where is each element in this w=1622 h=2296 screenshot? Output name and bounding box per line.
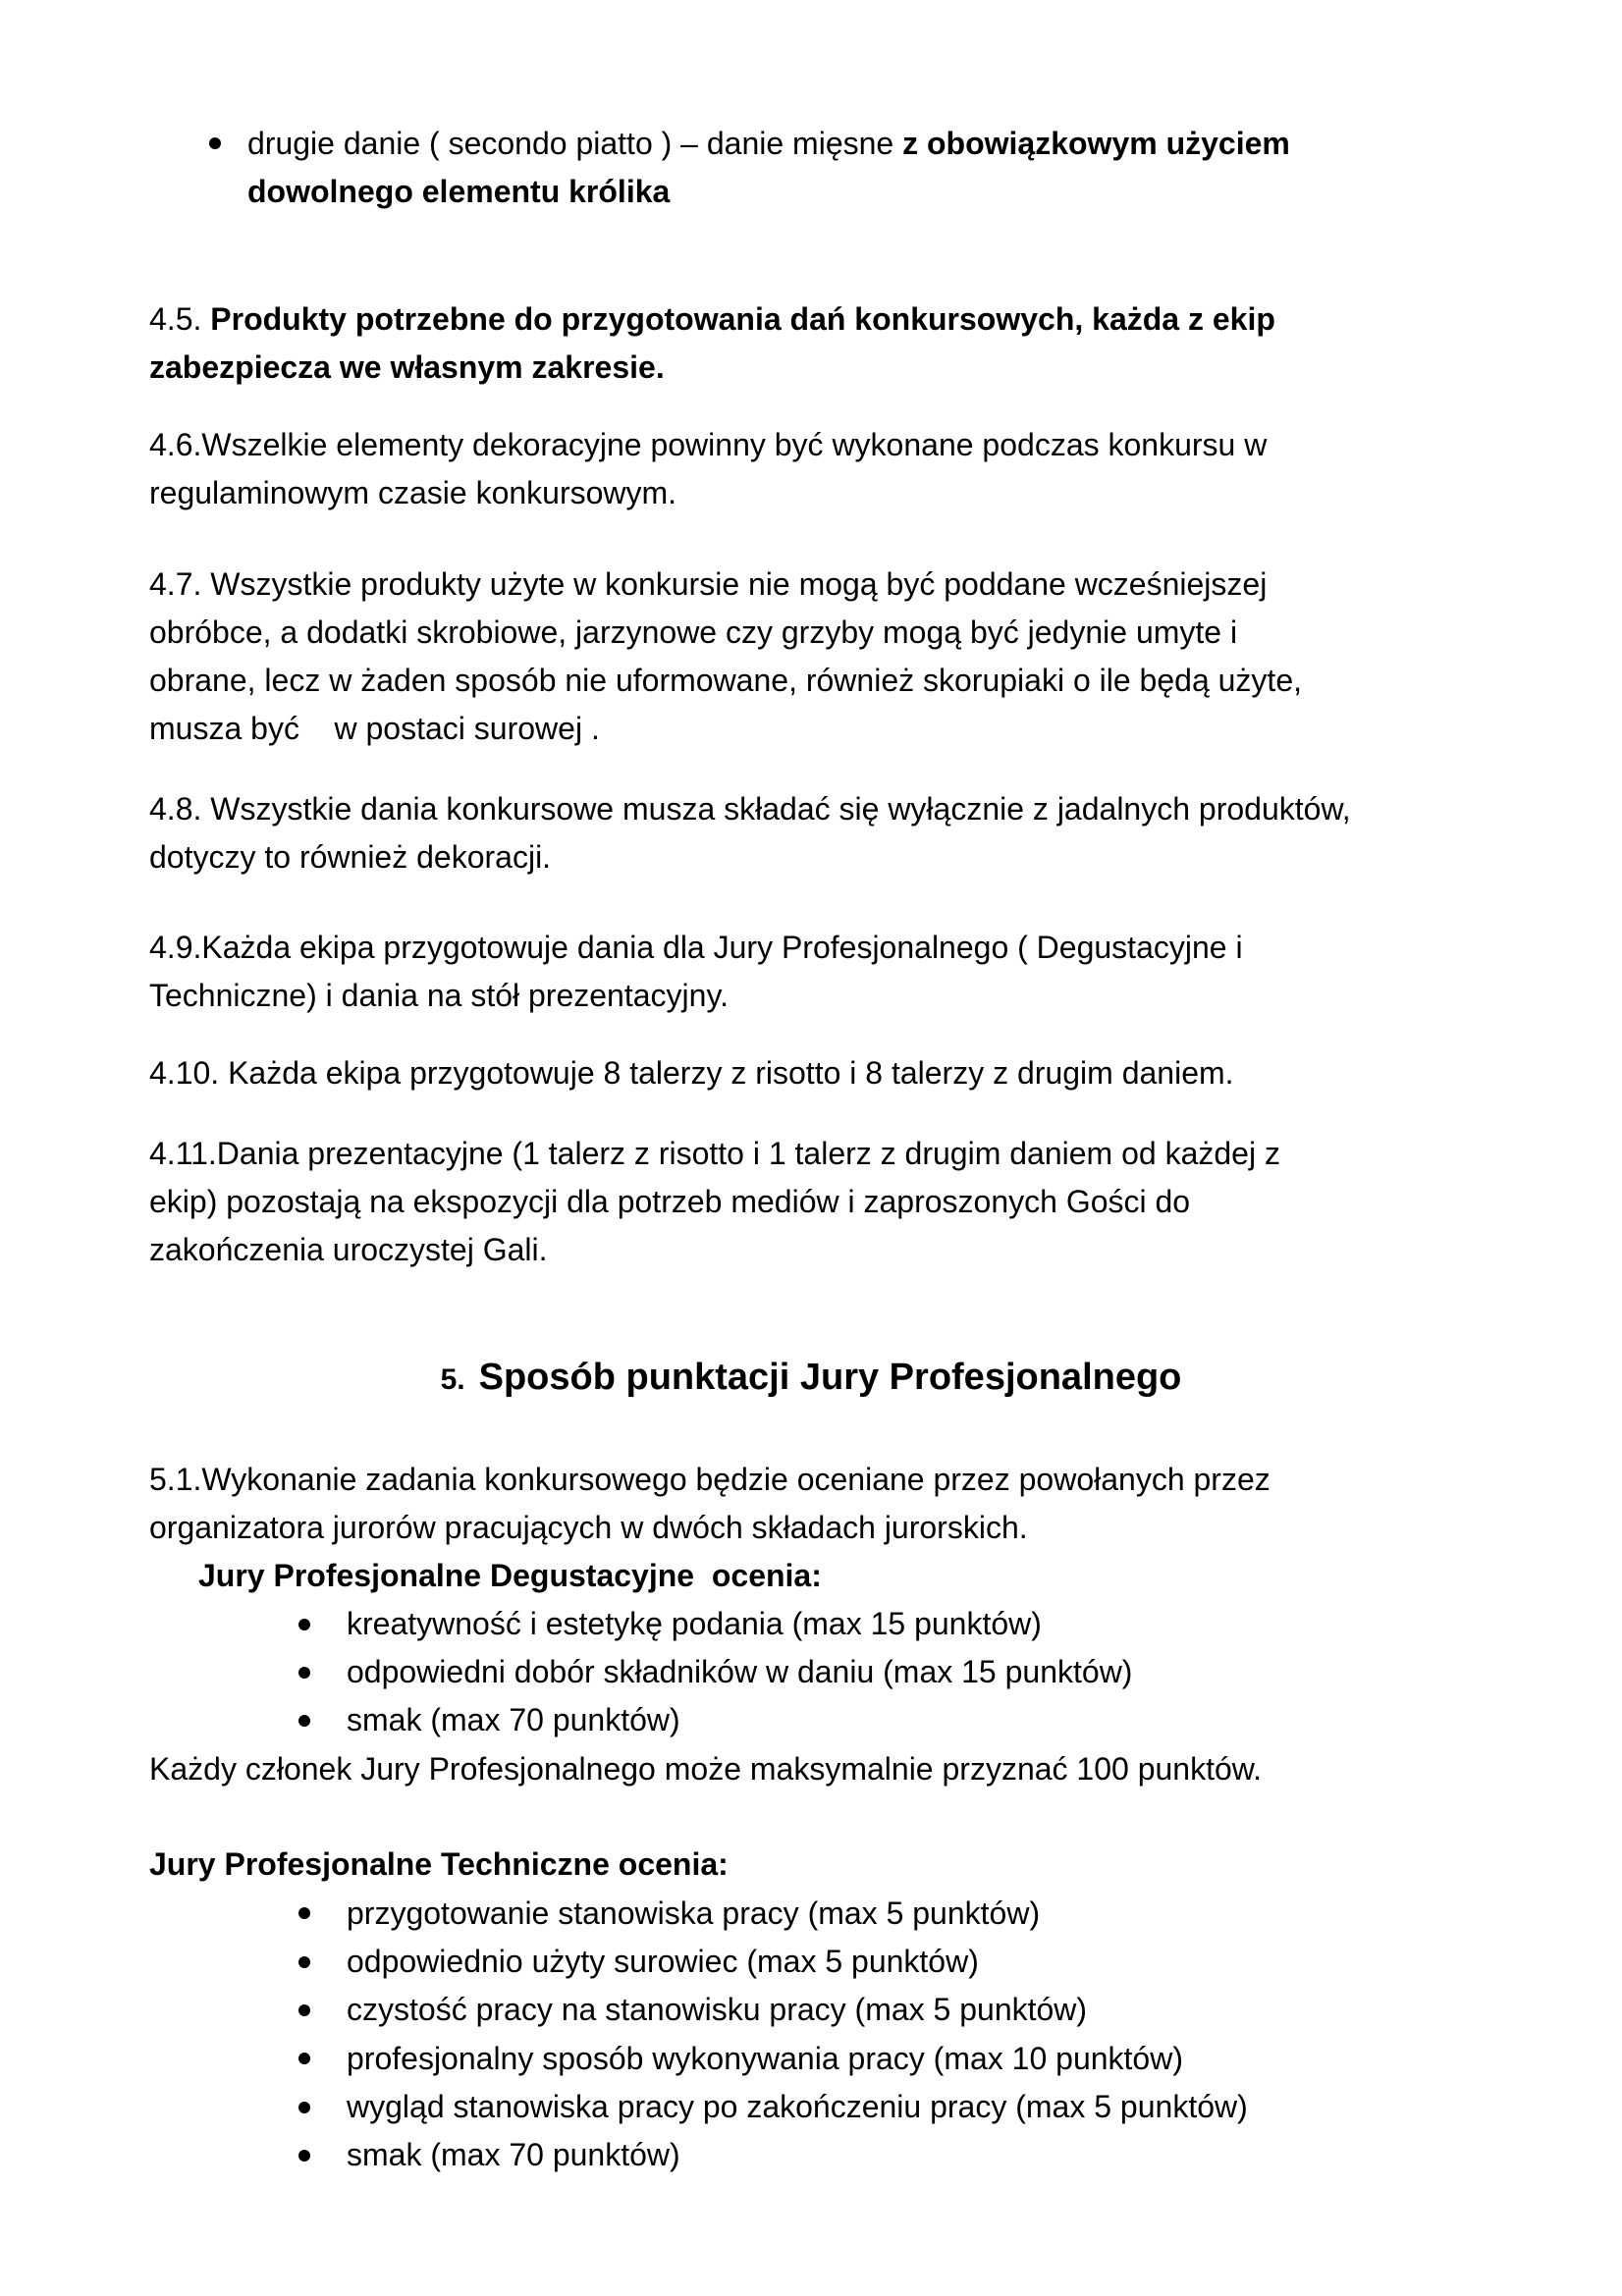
techniczne-item: wygląd stanowiska pracy po zakończeniu pracy (max 5 punktów) (347, 2089, 1248, 2124)
bullet-icon (298, 1619, 310, 1630)
paragraph-4-5-line-1 (149, 295, 1504, 344)
bullet-icon (298, 2053, 310, 2064)
top-bullet-line-2: dowolnego elementu królika (247, 174, 671, 209)
section-5-title: Sposób punktacji Jury Profesjonalnego (478, 1357, 1182, 1398)
paragraph-4-6-line-1: 4.6.Wszelkie elementy dekoracyjne powinny być wykonane podczas konkursu w (149, 427, 1268, 462)
paragraph-4-11-line-3: zakończenia uroczystej Gali. (149, 1232, 548, 1267)
paragraph-4-9-line-2: Techniczne) i dania na stół prezentacyjny. (149, 978, 729, 1013)
paragraph-4-7-line-2: obróbce, a dodatki skrobiowe, jarzynowe czy grzyby mogą być jedynie umyte i (149, 614, 1238, 650)
bullet-icon (298, 1715, 310, 1727)
paragraph-4-6-line-2: regulaminowym czasie konkursowym. (149, 475, 677, 510)
bullet-icon (209, 137, 221, 149)
degustacyjne-item: odpowiedni dobór składników w daniu (max 15 punktów) (347, 1654, 1133, 1689)
paragraph-4-9 (149, 924, 1504, 1020)
paragraph-5-1-line-2: organizatora jurorów pracujących w dwóch składach jurorskich. (149, 1510, 1028, 1545)
paragraph-4-11-line-1: 4.11.Dania prezentacyjne (1 talerz z risotto i 1 talerz z drugim daniem od każdej z (149, 1136, 1280, 1171)
degustacyjne-item: smak (max 70 punktów) (347, 1702, 680, 1737)
paragraph-4-7-line-4: musza być w postaci surowej . (149, 711, 600, 746)
top-bullet-plain: drugie danie ( secondo piatto ) – danie mięsne (247, 126, 903, 161)
techniczne-item: odpowiednio użyty surowiec (max 5 punktów) (347, 1944, 979, 1979)
techniczne-item: czystość pracy na stanowisku pracy (max 5 punktów) (347, 1992, 1088, 2027)
paragraph-4-6 (149, 421, 1504, 517)
paragraph-4-5-line-2: zabezpiecza we własnym zakresie. (149, 349, 665, 385)
paragraph-5-1 (149, 1456, 1504, 1552)
top-bullet-line-1 (247, 120, 1290, 168)
paragraph-4-11 (149, 1130, 1504, 1274)
degustacyjne-item: kreatywność i estetykę podania (max 15 punktów) (347, 1606, 1042, 1641)
paragraph-4-7-line-1: 4.7. Wszystkie produkty użyte w konkursie nie mogą być poddane wcześniejszej (149, 566, 1268, 602)
paragraph-4-11-line-2: ekip) pozostają na ekspozycji dla potrzeb mediów i zaproszonych Gości do (149, 1184, 1191, 1219)
techniczne-item: smak (max 70 punktów) (347, 2137, 680, 2172)
paragraph-4-5-number: 4.5. (149, 301, 211, 337)
paragraph-4-10 (149, 1049, 1504, 1097)
paragraph-4-9-line-1: 4.9.Każda ekipa przygotowuje dania dla Jury Profesjonalnego ( Degustacyjne i (149, 930, 1243, 965)
paragraph-4-8-line-2: dotyczy to również dekoracji. (149, 839, 552, 875)
paragraph-4-10-line-1: 4.10. Każda ekipa przygotowuje 8 talerzy z risotto i 8 talerzy z drugim daniem. (149, 1055, 1234, 1091)
paragraph-4-5 (149, 295, 1504, 392)
degustacyjne-heading: Jury Profesjonalne Degustacyjne ocenia: (198, 1558, 822, 1593)
techniczne-item: przygotowanie stanowiska pracy (max 5 punktów) (347, 1896, 1041, 1931)
top-bullet-bold: z obowiązkowym użyciem (902, 126, 1290, 161)
paragraph-4-5-bold-1: Produkty potrzebne do przygotowania dań konkursowych, każda z ekip (210, 301, 1275, 337)
techniczne-heading: Jury Profesjonalne Techniczne ocenia: (149, 1846, 729, 1882)
section-5-heading (0, 1353, 1622, 1405)
bullet-icon (298, 1667, 310, 1679)
paragraph-5-1-line-1: 5.1.Wykonanie zadania konkursowego będzie oceniane przez powołanych przez (149, 1462, 1271, 1497)
bullet-icon (298, 2102, 310, 2113)
bullet-icon (298, 2150, 310, 2162)
degustacyjne-note: Każdy członek Jury Profesjonalnego może maksymalnie przyznać 100 punktów. (149, 1751, 1263, 1787)
paragraph-4-7 (149, 561, 1504, 753)
paragraph-4-7-line-3: obrane, lecz w żaden sposób nie uformowane, również skorupiaki o ile będą użyte, (149, 663, 1302, 698)
bullet-icon (298, 2004, 310, 2016)
bullet-icon (298, 1956, 310, 1968)
bullet-icon (298, 1907, 310, 1919)
paragraph-4-8 (149, 785, 1504, 881)
techniczne-item: profesjonalny sposób wykonywania pracy (max 10 punktów) (347, 2041, 1183, 2076)
section-5-number: 5. (440, 1363, 465, 1396)
paragraph-4-8-line-1: 4.8. Wszystkie dania konkursowe musza składać się wyłącznie z jadalnych produktów, (149, 791, 1351, 827)
